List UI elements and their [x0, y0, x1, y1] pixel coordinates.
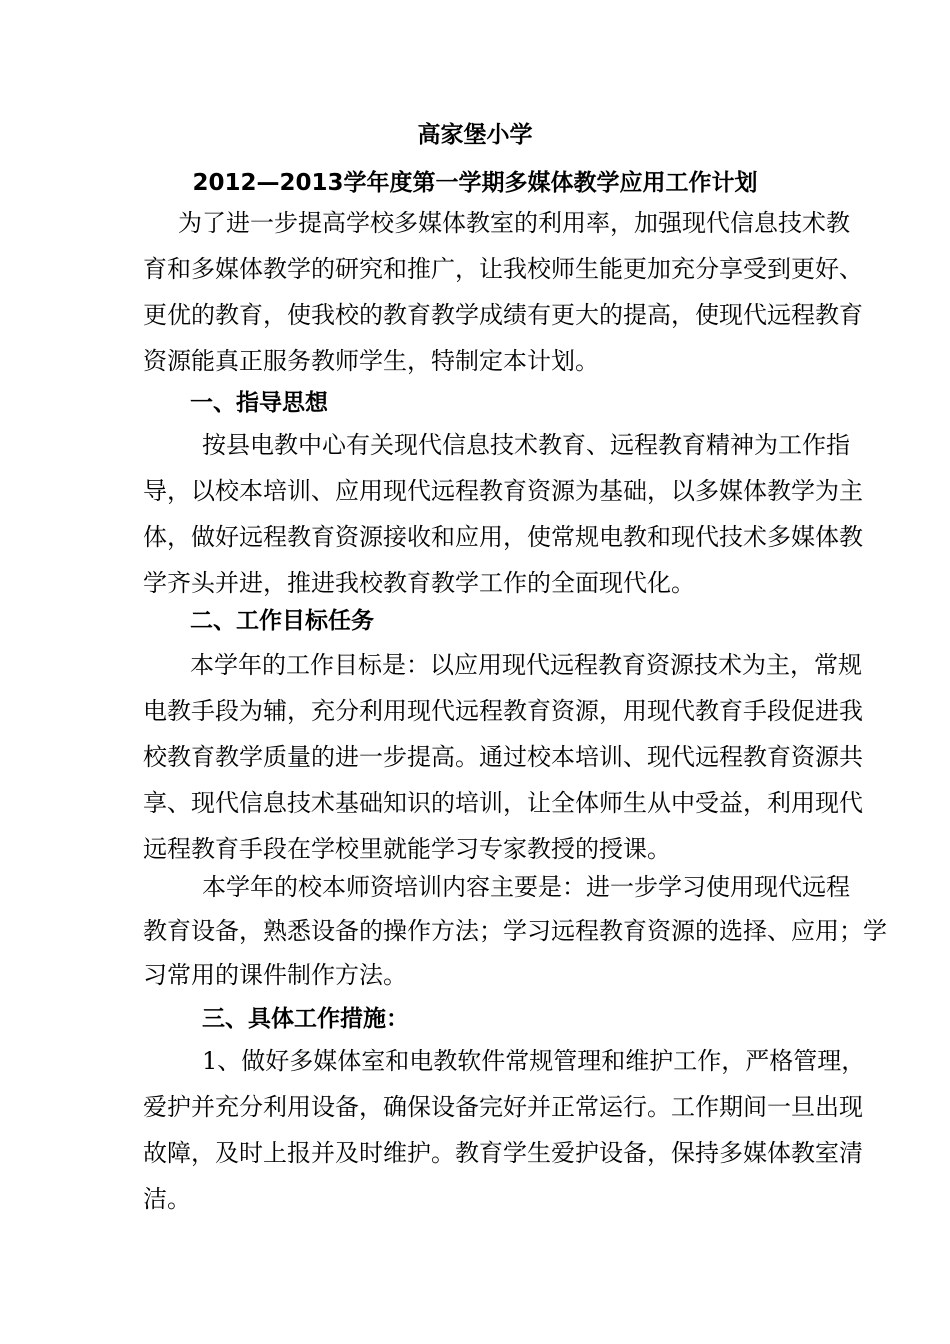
section-line: 习常用的课件制作方法。: [143, 961, 407, 989]
document-title: 2012—2013学年度第一学期多媒体教学应用工作计划: [192, 170, 758, 196]
section-line: 本学年的工作目标是：以应用现代远程教育资源技术为主，常规: [190, 651, 862, 679]
section-line: 按县电教中心有关现代信息技术教育、远程教育精神为工作指: [202, 431, 850, 459]
section-line: 故障，及时上报并及时维护。教育学生爱护设备，保持多媒体教室清: [143, 1139, 863, 1167]
section-line: 本学年的校本师资培训内容主要是：进一步学习使用现代远程: [202, 873, 850, 901]
intro-line: 为了进一步提高学校多媒体教室的利用率，加强现代信息技术教: [178, 209, 850, 237]
section-heading: 三、具体工作措施：: [202, 1006, 409, 1032]
intro-line: 资源能真正服务教师学生，特制定本计划。: [143, 347, 599, 375]
section-line: 电教手段为辅，充分利用现代远程教育资源，用现代教育手段促进我: [143, 697, 863, 725]
intro-line: 更优的教育，使我校的教育教学成绩有更大的提高，使现代远程教育: [143, 301, 863, 329]
section-line: 学齐头并进，推进我校教育教学工作的全面现代化。: [143, 569, 695, 597]
section-line: 爱护并充分利用设备，确保设备完好并正常运行。工作期间一旦出现: [143, 1093, 863, 1121]
section-line: 洁。: [143, 1185, 191, 1213]
section-line: 1、做好多媒体室和电教软件常规管理和维护工作，严格管理，: [202, 1047, 866, 1075]
section-line: 校教育教学质量的进一步提高。通过校本培训、现代远程教育资源共: [143, 743, 863, 771]
section-line: 远程教育手段在学校里就能学习专家教授的授课。: [143, 835, 671, 863]
school-name: 高家堡小学: [417, 122, 533, 148]
section-line: 享、现代信息技术基础知识的培训，让全体师生从中受益，利用现代: [143, 789, 863, 817]
section-line: 导，以校本培训、应用现代远程教育资源为基础，以多媒体教学为主: [143, 477, 863, 505]
section-line: 教育设备，熟悉设备的操作方法；学习远程教育资源的选择、应用；学: [143, 917, 887, 945]
intro-line: 育和多媒体教学的研究和推广，让我校师生能更加充分享受到更好、: [143, 255, 863, 283]
section-heading: 二、工作目标任务: [190, 608, 374, 634]
section-line: 体，做好远程教育资源接收和应用，使常规电教和现代技术多媒体教: [143, 523, 863, 551]
section-heading: 一、指导思想: [190, 390, 328, 416]
